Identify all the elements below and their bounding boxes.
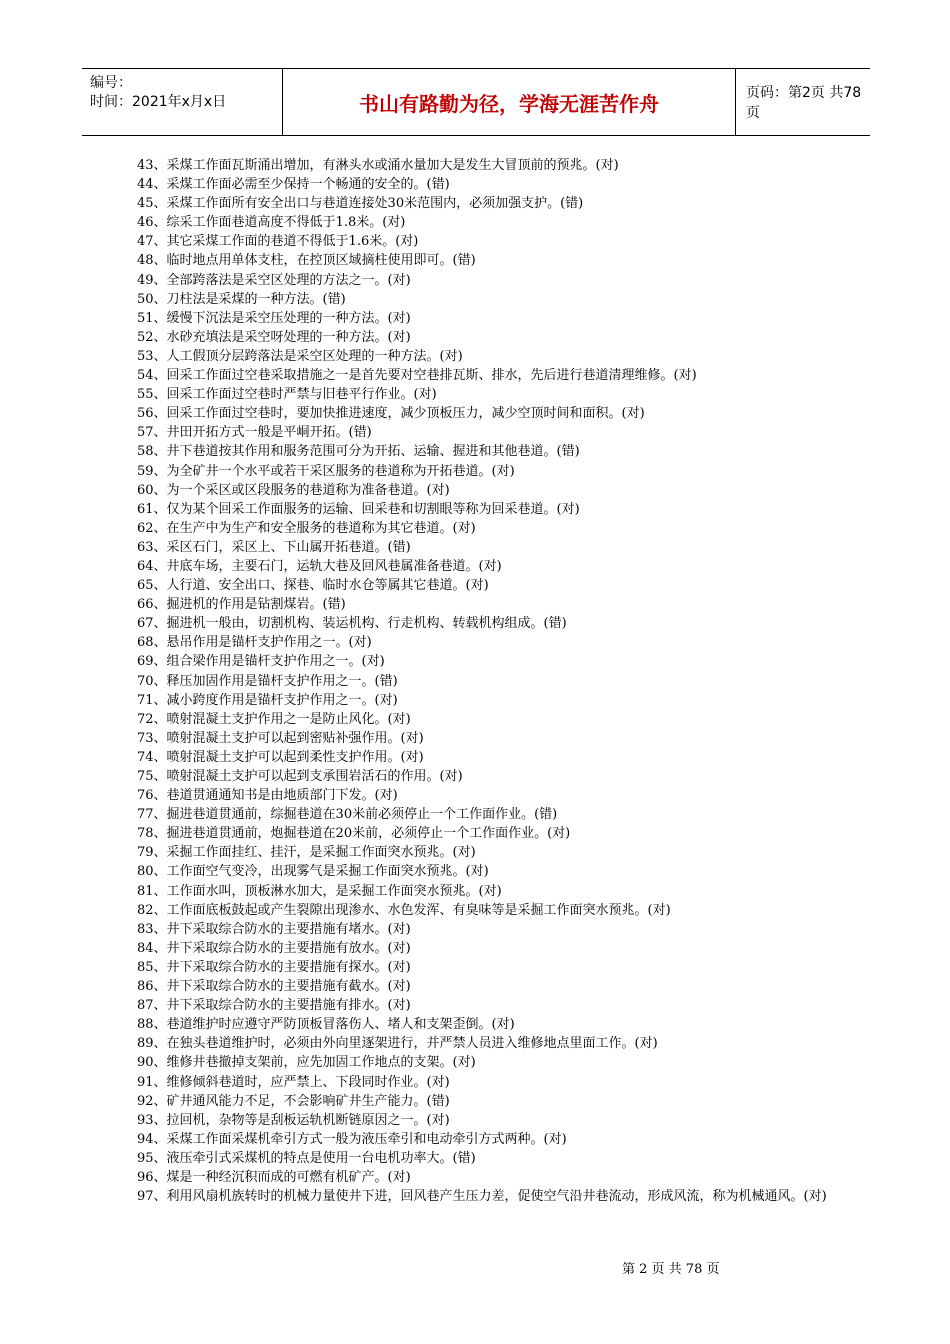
list-item: 48、临时地点用单体支柱，在控顶区域摘柱使用即可。(错) [137, 253, 476, 269]
list-item: 78、掘进巷道贯通前，炮掘巷道在20米前，必须停止一个工作面作业。(对) [137, 826, 571, 842]
list-item: 51、缓慢下沉法是采空压处理的一种方法。(对) [137, 310, 411, 326]
page-header [82, 68, 870, 136]
list-item: 50、刀柱法是采煤的一种方法。(错) [137, 291, 346, 307]
list-item: 88、巷道维护时应遵守严防顶板冒落伤人、堵人和支架歪倒。(对) [137, 1017, 515, 1033]
number-label: 编号： [90, 75, 132, 91]
list-item: 70、释压加固作用是锚杆支护作用之一。(错) [137, 673, 398, 689]
list-item: 62、在生产中为生产和安全服务的巷道称为其它巷道。(对) [137, 520, 476, 536]
list-item: 58、井下巷道按其作用和服务范围可分为开拓、运输、握进和其他巷道。(错) [137, 444, 580, 460]
header-page-cell [736, 69, 870, 135]
list-item: 56、回采工作面过空巷时，要加快推进速度，减少顶板压力，减少空顶时间和面积。(对) [137, 406, 645, 422]
list-item: 43、采煤工作面瓦斯涌出增加，有淋头水或涌水量加大是发生大冒顶前的预兆。(对) [137, 158, 619, 173]
time-label: 时间：2021年x月x日 [90, 94, 227, 110]
list-item: 80、工作面空气变冷，出现雾气是采掘工作面突水预兆。(对) [137, 864, 489, 880]
list-item: 76、巷道贯通通知书是由地质部门下发。(对) [137, 788, 398, 804]
question-list [110, 156, 840, 1206]
list-item: 69、组合梁作用是锚杆支护作用之一。(对) [137, 654, 385, 670]
list-item: 49、全部跨落法是采空区处理的方法之一。(对) [137, 272, 411, 288]
motto-text: 书山有路勤为径，学海无涯苦作舟 [359, 91, 659, 116]
list-item: 73、喷射混凝土支护可以起到密贴补强作用。(对) [137, 730, 424, 746]
list-item: 87、井下采取综合防水的主要措施有排水。(对) [137, 998, 411, 1014]
list-item: 96、煤是一种经沉积而成的可燃有机矿产。(对) [137, 1169, 411, 1185]
list-item: 61、仅为某个回采工作面服务的运输、回采巷和切割眼等称为回采巷道。(对) [137, 501, 580, 517]
page-label: 页码：第2页 共78页 [746, 85, 862, 121]
list-item: 85、井下采取综合防水的主要措施有探水。(对) [137, 959, 411, 975]
list-item: 97、利用风扇机族转时的机械力量使井下进，回风巷产生压力差，促使空气沿井巷流动，形成风流，称为机械通风。(对) [137, 1189, 827, 1205]
list-item: 77、掘进巷道贯通前，综掘巷道在30米前必须停止一个工作面作业。(错) [137, 807, 558, 823]
list-item: 53、人工假顶分层跨落法是采空区处理的一种方法。(对) [137, 348, 463, 364]
list-item: 84、井下采取综合防水的主要措施有放水。(对) [137, 940, 411, 956]
list-item: 60、为一个采区或区段服务的巷道称为准备巷道。(对) [137, 482, 450, 498]
page-footer: 第 2 页 共 78 页 [622, 1262, 720, 1277]
list-item: 65、人行道、安全出口、探巷、临时水仓等属其它巷道。(对) [137, 578, 489, 594]
list-item: 81、工作面水叫，顶板淋水加大，是采掘工作面突水预兆。(对) [137, 883, 502, 899]
list-item: 71、减小跨度作用是锚杆支护作用之一。(对) [137, 692, 398, 708]
list-item: 66、掘进机的作用是钻割煤岩。(错) [137, 597, 346, 613]
list-item: 55、回采工作面过空巷时严禁与旧巷平行作业。(对) [137, 387, 437, 403]
list-item: 92、矿井通风能力不足，不会影响矿井生产能力。(错) [137, 1093, 450, 1109]
header-motto-cell [283, 69, 736, 135]
list-item: 94、采煤工作面采煤机牵引方式一般为液压牵引和电动牵引方式两种。(对) [137, 1131, 567, 1147]
list-item: 82、工作面底板鼓起或产生裂隙出现渗水、水色发浑、有臭味等是采掘工作面突水预兆。(对) [137, 902, 671, 918]
list-item: 86、井下采取综合防水的主要措施有截水。(对) [137, 979, 411, 995]
list-item: 47、其它采煤工作面的巷道不得低于1.6米。(对) [137, 234, 419, 250]
list-item: 74、喷射混凝土支护可以起到柔性支护作用。(对) [137, 749, 424, 765]
list-item: 75、喷射混凝土支护可以起到支承围岩活石的作用。(对) [137, 769, 463, 784]
list-item: 91、维修倾斜巷道时，应严禁上、下段同时作业。(对) [137, 1074, 450, 1090]
list-item: 72、喷射混凝土支护作用之一是防止风化。(对) [137, 711, 411, 727]
list-item: 79、采掘工作面挂红、挂汗，是采掘工作面突水预兆。(对) [137, 845, 476, 861]
list-item: 89、在独头巷道维护时，必须由外向里逐架进行，并严禁人员进入维修地点里面工作。(对) [137, 1036, 658, 1052]
list-item: 90、维修井巷撤掉支架前，应先加固工作地点的支架。(对) [137, 1055, 476, 1071]
header-meta-cell [82, 69, 283, 135]
list-item: 57、井田开拓方式一般是平峒开拓。(错) [137, 425, 372, 441]
list-item: 64、井底车场，主要石门，运轨大巷及回风巷属准备巷道。(对) [137, 558, 502, 574]
list-item: 46、综采工作面巷道高度不得低于1.8米。(对) [137, 215, 406, 231]
list-item: 83、井下采取综合防水的主要措施有堵水。(对) [137, 921, 411, 937]
list-item: 67、掘进机一般由，切割机构、装运机构、行走机构、转载机构组成。(错) [137, 616, 567, 632]
list-item: 44、采煤工作面必需至少保持一个畅通的安全的。(错) [137, 177, 450, 193]
list-item: 59、为全矿井一个水平或若干采区服务的巷道称为开拓巷道。(对) [137, 463, 515, 479]
list-item: 52、水砂充填法是采空呀处理的一种方法。(对) [137, 329, 411, 345]
list-item: 54、回采工作面过空巷采取措施之一是首先要对空巷排瓦斯、排水，先后进行巷道清理维修。(对) [137, 368, 697, 384]
list-item: 68、悬吊作用是锚杆支护作用之一。(对) [137, 635, 372, 651]
list-item: 45、采煤工作面所有安全出口与巷道连接处30米范围内，必须加强支护。(错) [137, 196, 584, 212]
list-item: 95、液压牵引式采煤机的特点是使用一台电机功率大。(错) [137, 1150, 476, 1166]
list-item: 93、拉回机，杂物等是刮板运轨机断链原因之一。(对) [137, 1112, 450, 1128]
list-item: 63、采区石门，采区上、下山属开拓巷道。(错) [137, 539, 411, 555]
